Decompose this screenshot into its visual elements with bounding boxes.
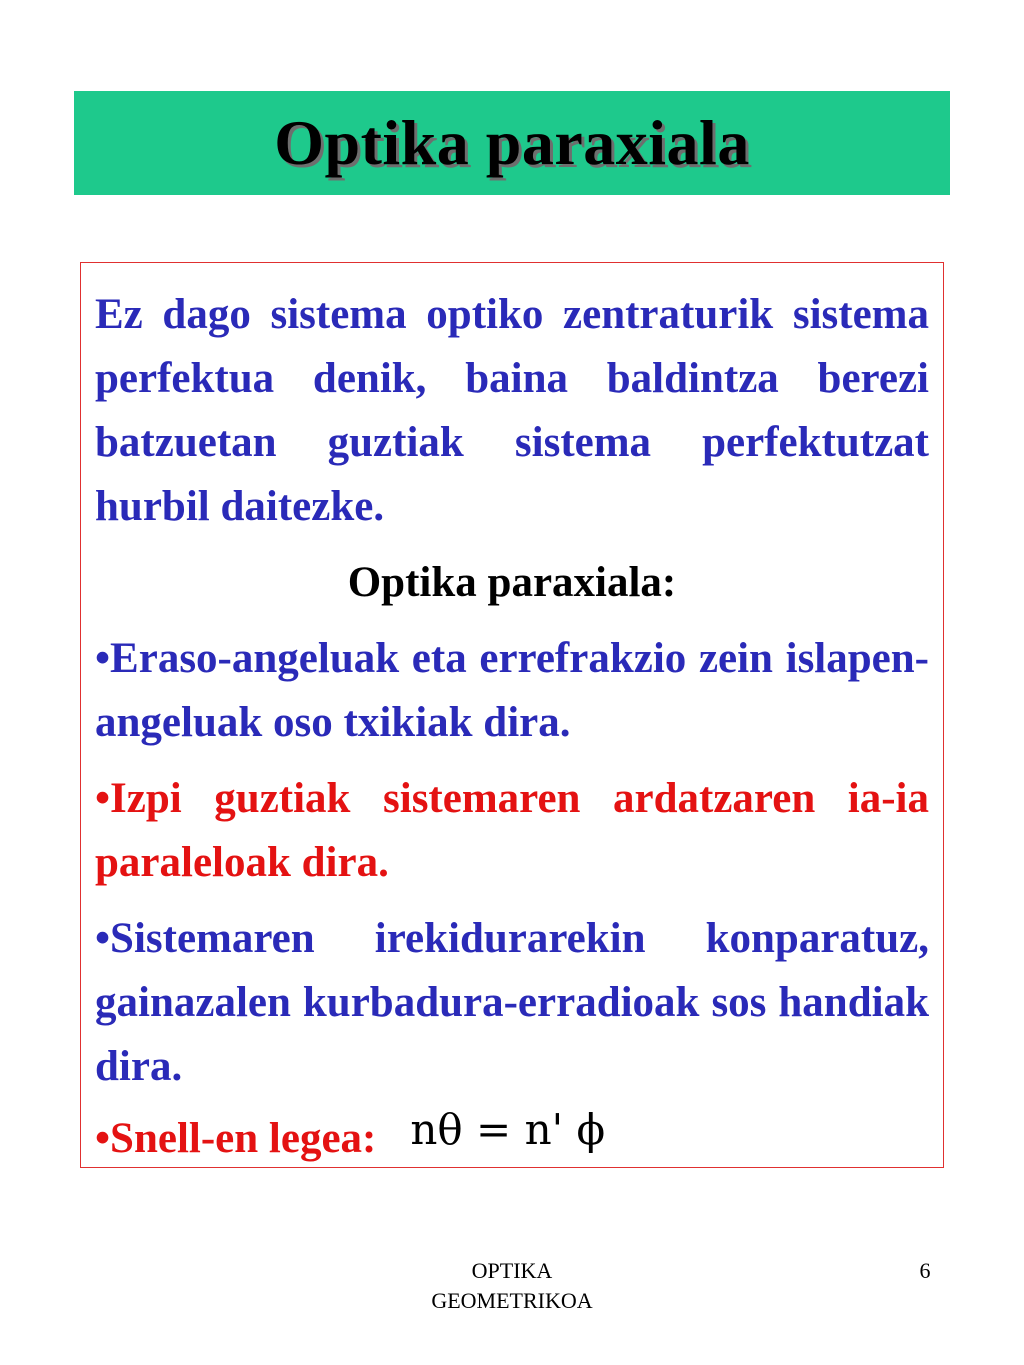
intro-paragraph: Ez dago sistema optiko zentraturik sistema perfektua denik, baina baldintza berezi batzuetan guztiak sistema perfektutzat hurbil daitezke. xyxy=(95,291,929,530)
bullet-small-angles: •Eraso-angeluak eta errefrakzio zein islapen-angeluak oso txikiak dira. xyxy=(95,635,929,746)
snell-row xyxy=(95,1107,929,1171)
snell-formula: nθ = n' ϕ xyxy=(410,1105,606,1154)
bullet-curvature-radii: •Sistemaren irekidurarekin konparatuz, gainazalen kurbadura-erradioak sos handiak dira. xyxy=(95,915,929,1090)
page-title: Optika paraxiala xyxy=(274,107,750,178)
subheading: Optika paraxiala: xyxy=(347,559,677,606)
snell-label: •Snell-en legea: xyxy=(95,1115,377,1162)
content-box xyxy=(80,262,944,1168)
bullet-paraxial-rays: •Izpi guztiak sistemaren ardatzaren ia-ia paraleloak dira. xyxy=(95,775,929,886)
footer-label xyxy=(380,1256,644,1316)
page-number: 6 xyxy=(919,1258,931,1283)
footer-line-1: OPTIKA xyxy=(471,1258,553,1283)
title-bar xyxy=(74,91,950,195)
footer-line-2: GEOMETRIKOA xyxy=(431,1288,593,1313)
